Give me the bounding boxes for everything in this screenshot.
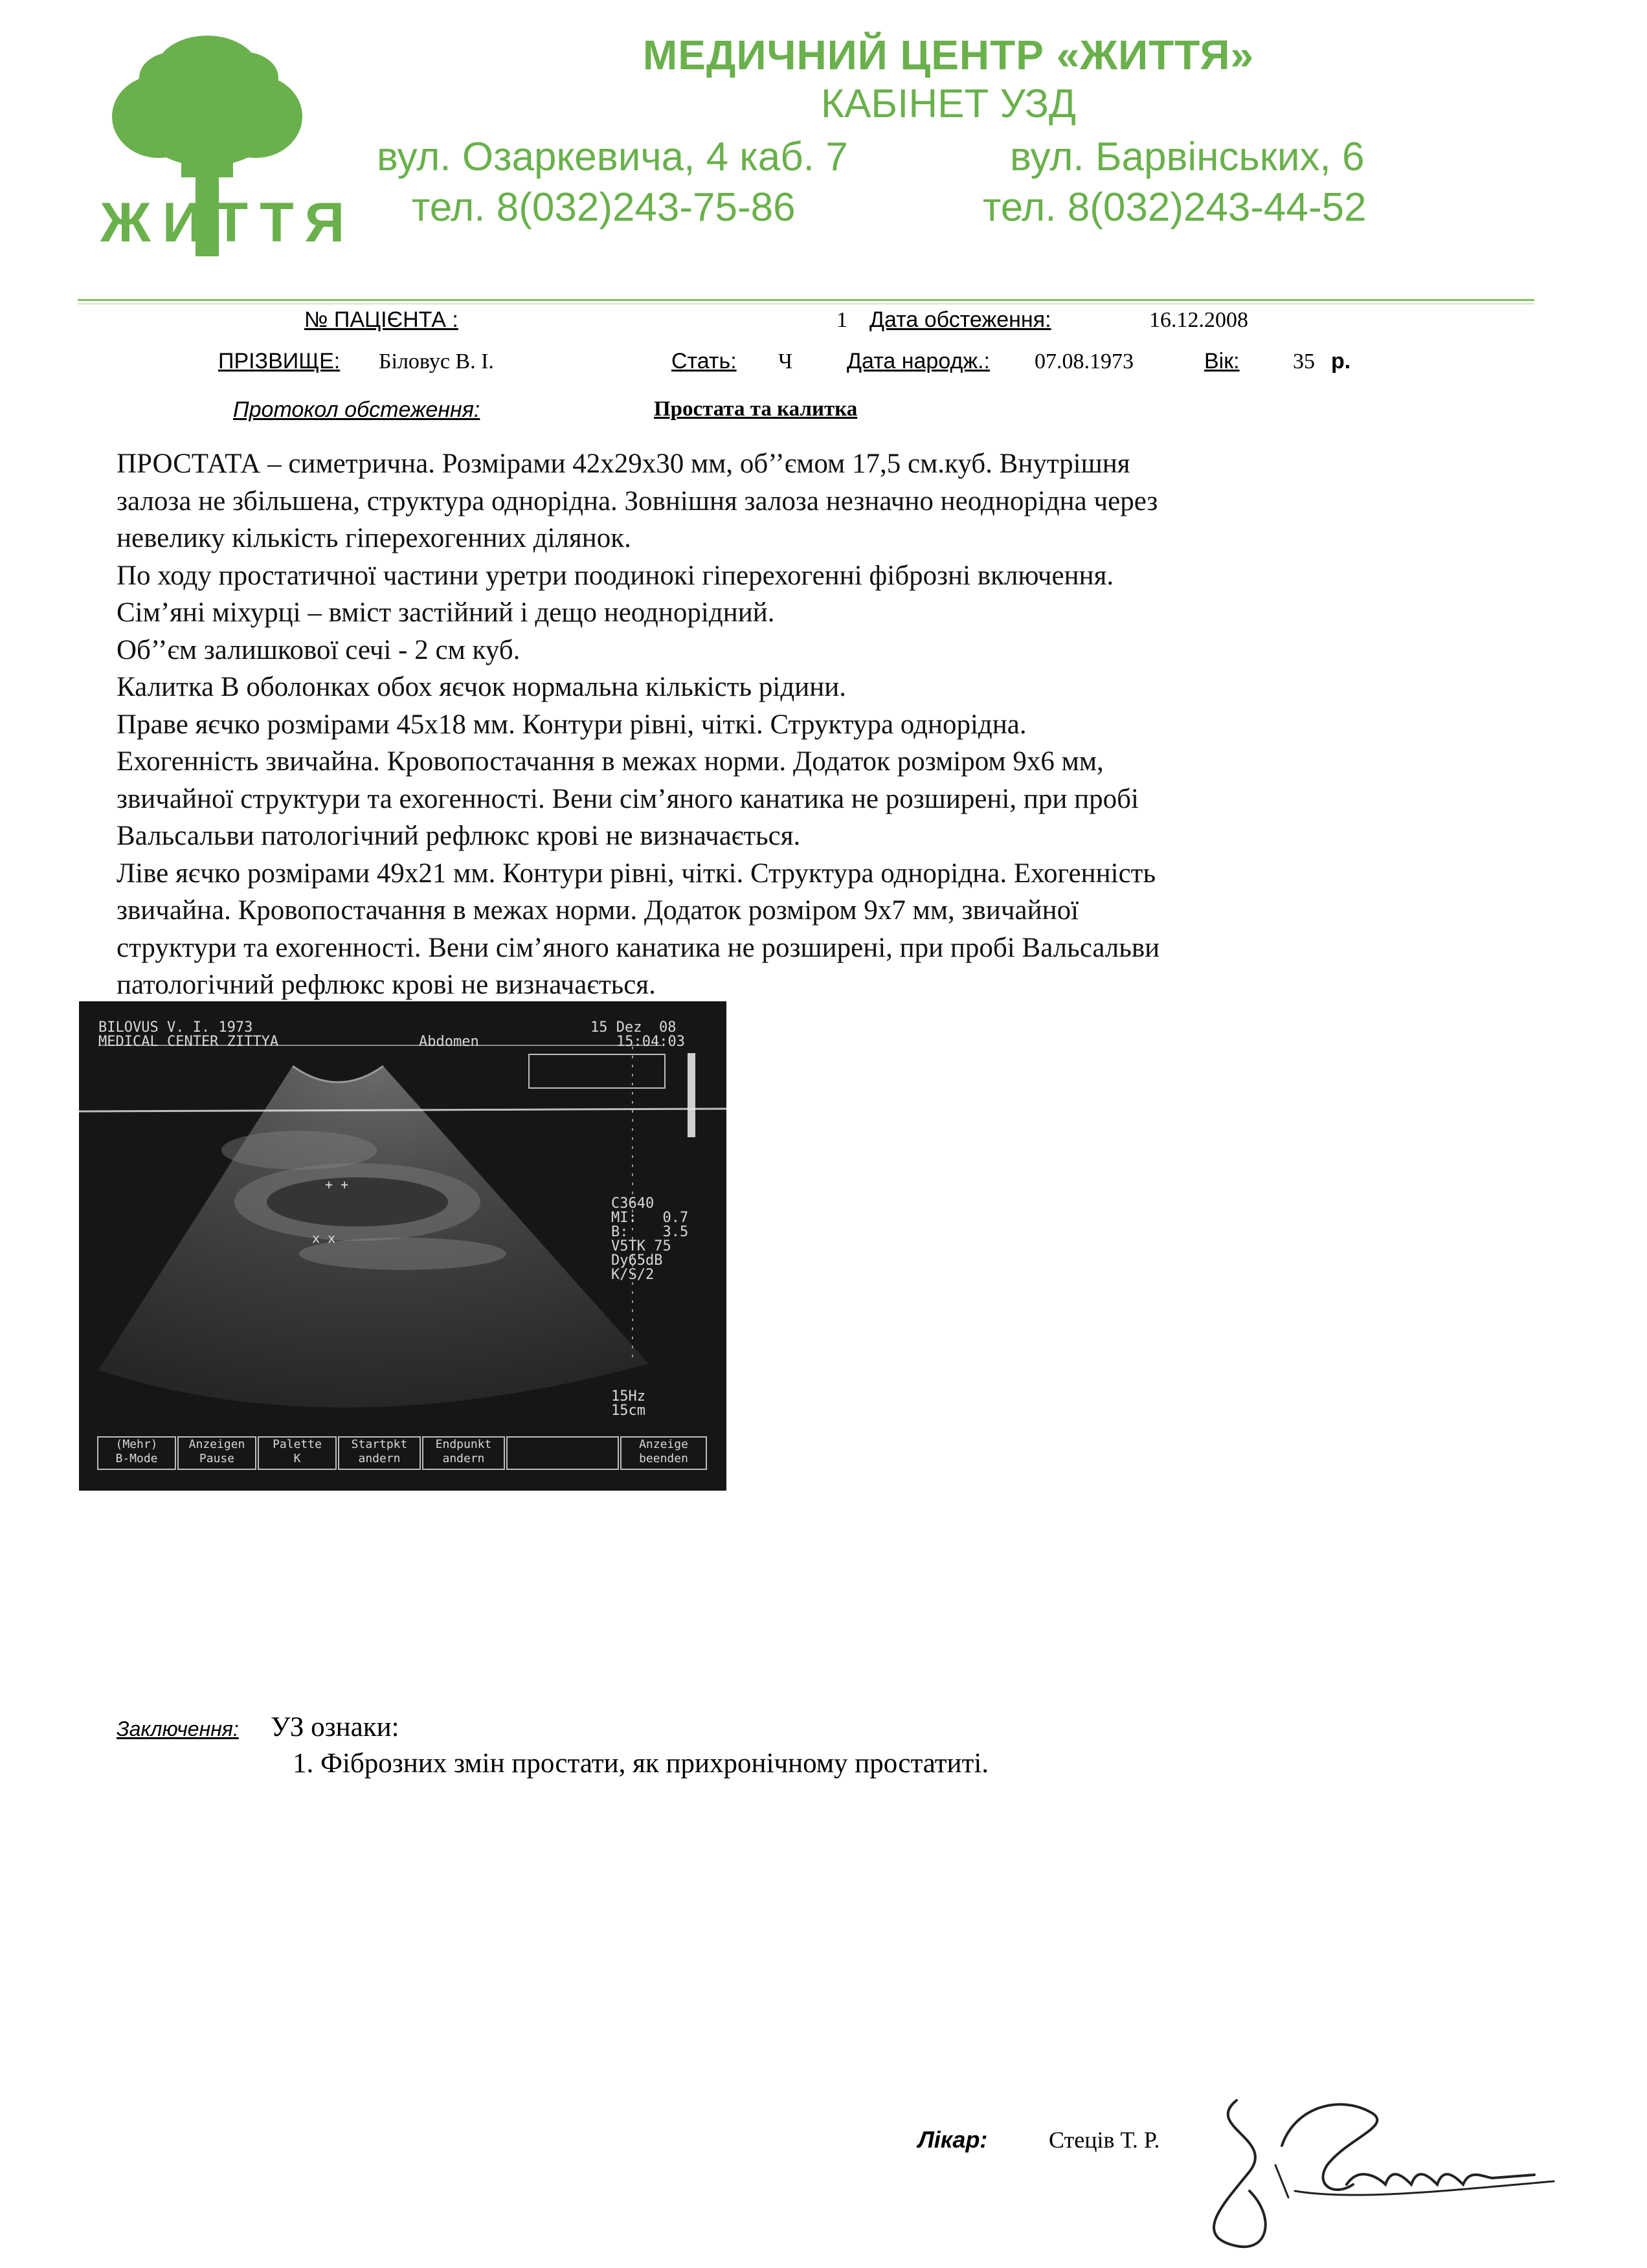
report-line: Сім’яні міхурці – вміст застійний і дещо неоднорідний. <box>117 597 775 628</box>
report-line: невелику кількість гіперехогенних ділянок. <box>117 523 631 553</box>
report-line: структури та ехогенності. Вени сім’яного канатика не розширені, при пробі Вальсальви <box>117 932 1160 963</box>
svg-text:+ +: + + <box>325 1177 349 1192</box>
us-param: V5TK 75 <box>611 1238 671 1254</box>
us-param: MI: 0.7 <box>611 1210 689 1226</box>
us-button-label: Pause <box>199 1452 235 1465</box>
conclusion-heading: УЗ ознаки: <box>271 1712 399 1742</box>
phone-right: тел. 8(032)243-44-52 <box>983 185 1367 230</box>
patient-number-value: 1 <box>836 308 847 332</box>
report-line: Калитка В оболонках обох яєчок нормальна кількість рідини. <box>117 672 847 702</box>
us-button-label: (Mehr) <box>115 1438 158 1451</box>
header-divider <box>78 299 1534 301</box>
ultrasound-image <box>79 1001 726 1491</box>
report-line: Ліве яєчко розмірами 49х21 мм. Контури рівні, чіткі. Структура однорідна. Ехогенність <box>117 858 1156 889</box>
us-button-label: beenden <box>639 1452 688 1465</box>
us-button-label: B-Mode <box>115 1452 158 1465</box>
us-param: K/S/2 <box>611 1267 655 1283</box>
us-button-pause <box>177 1436 256 1470</box>
phone-left: тел. 8(032)243-75-86 <box>412 185 796 230</box>
sex-label: Стать: <box>671 349 737 373</box>
us-date: 15 Dez 08 <box>590 1019 677 1036</box>
us-button-empty <box>506 1436 619 1470</box>
clinic-title: МЕДИЧНИЙ ЦЕНТР «ЖИТТЯ» <box>642 32 1255 78</box>
signature-icon <box>1198 2087 1560 2262</box>
birth-date-label: Дата народж.: <box>847 349 990 373</box>
us-button-bmode <box>97 1436 176 1470</box>
surname-value: Біловус В. І. <box>379 350 494 373</box>
us-button-palette <box>258 1436 337 1470</box>
address-left: вул. Озаркевича, 4 каб. 7 <box>377 135 848 179</box>
us-center-name: MEDICAL CENTER ZITTYA <box>98 1034 279 1050</box>
us-depth: 15cm <box>611 1403 645 1419</box>
doctor-name: Стеців Т. Р. <box>1049 2127 1160 2153</box>
protocol-label: Протокол обстеження: <box>233 397 480 422</box>
us-button-label: Endpunkt <box>435 1438 492 1451</box>
us-button-label: Anzeige <box>639 1438 688 1451</box>
conclusion-item: 1. Фіброзних змін простати, як прихронічному простатиті. <box>293 1748 989 1779</box>
age-label: Вік: <box>1204 349 1240 373</box>
report-body <box>117 445 1444 1004</box>
age-unit: р. <box>1331 349 1351 373</box>
us-frequency: 15Hz <box>611 1388 645 1405</box>
us-param: B: 3.5 <box>611 1224 689 1240</box>
surname-label: ПРІЗВИЩЕ: <box>218 349 341 373</box>
report-line: ПРОСТАТА – симетрична. Розмірами 42х29х30 мм, об’’ємом 17,5 см.куб. Внутрішня <box>117 449 1130 479</box>
svg-text:x x: x x <box>312 1230 336 1246</box>
doctor-label: Лікар: <box>918 2126 988 2153</box>
us-exam-type: Abdomen <box>419 1034 479 1050</box>
us-button-label: K <box>293 1452 301 1465</box>
us-button-label: andern <box>358 1452 401 1465</box>
report-line: патологічний рефлюкс крові не визначається. <box>117 970 656 1000</box>
us-button-startpoint <box>338 1436 421 1470</box>
age-value: 35 <box>1293 350 1315 373</box>
report-line: Ехогенність звичайна. Кровопостачання в межах норми. Додаток розміром 9х6 мм, <box>117 746 1104 777</box>
us-button-exit <box>620 1436 707 1470</box>
sex-value: Ч <box>778 350 793 373</box>
us-button-label: Anzeigen <box>188 1438 245 1451</box>
us-button-label: Palette <box>273 1438 322 1451</box>
protocol-value: Простата та калитка <box>654 397 858 421</box>
report-line: залоза не збільшена, структура однорідна. Зовнішня залоза незначно неоднорідна через <box>117 485 1158 517</box>
patient-number-label: № ПАЦІЄНТА : <box>304 307 458 332</box>
us-param: C3640 <box>611 1195 655 1212</box>
exam-date-value: 16.12.2008 <box>1149 308 1248 332</box>
us-time: 15:04:03 <box>616 1034 685 1050</box>
conclusion-label: Заключення: <box>117 1717 239 1740</box>
clinic-subtitle: КАБІНЕТ УЗД <box>820 82 1077 126</box>
report-line: Вальсальви патологічний рефлюкс крові не визначається. <box>117 821 801 851</box>
us-button-label: Startpkt <box>351 1438 408 1451</box>
us-button-label: andern <box>442 1452 485 1465</box>
us-button-endpoint <box>422 1436 505 1470</box>
birth-date-value: 07.08.1973 <box>1035 350 1134 373</box>
exam-date-label: Дата обстеження: <box>869 307 1051 332</box>
report-line: По ходу простатичної частини уретри поодинокі гіперехогенні фіброзні включення. <box>117 560 1114 591</box>
report-line: Об’’єм залишкової сечі - 2 см куб. <box>117 634 521 665</box>
address-right: вул. Барвінських, 6 <box>1010 135 1365 179</box>
logo-text: ЖИТТЯ <box>100 192 357 254</box>
us-param: Dy65dB <box>611 1252 663 1269</box>
report-line: звичайна. Кровопостачання в межах норми. Додаток розміром 9х7 мм, звичайної <box>117 895 1079 926</box>
report-line: Праве яєчко розмірами 45х18 мм. Контури рівні, чіткі. Структура однорідна. <box>117 709 1027 740</box>
us-patient-name: BILOVUS V. I. 1973 <box>98 1019 253 1036</box>
report-line: звичайної структури та ехогенності. Вени сім’яного канатика не розширені, при пробі <box>117 783 1139 814</box>
